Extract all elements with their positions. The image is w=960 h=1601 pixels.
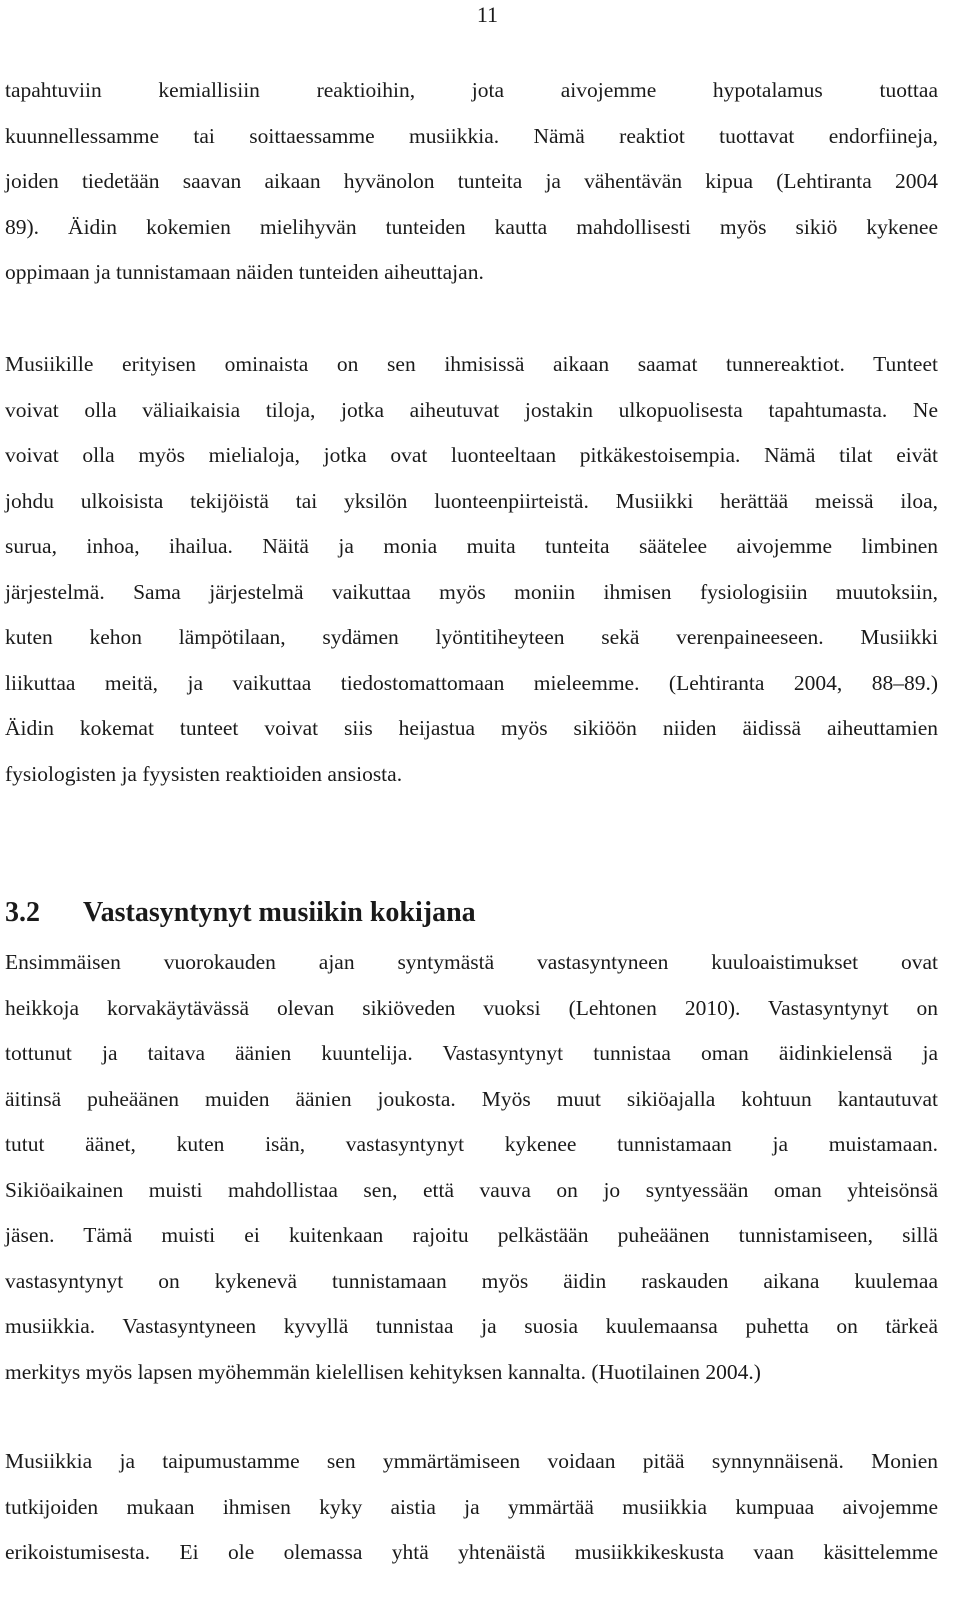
text-line: joiden tiedetään saavan aikaan hyvänolon tunteita ja vähentävän kipua (Lehtiranta 2004: [5, 169, 938, 193]
section-number: 3.2: [5, 897, 40, 928]
text-line: oppimaan ja tunnistamaan näiden tunteiden aiheuttajan.: [5, 260, 484, 284]
text-line: 89). Äidin kokemien mielihyvän tunteiden kautta mahdollisesti myös sikiö kykenee: [5, 214, 938, 239]
text-line: erikoistumisesta. Ei ole olemassa yhtä yhtenäistä musiikkikeskusta vaan käsittelemme: [5, 1540, 938, 1564]
text-line: Sikiöaikainen muisti mahdollistaa sen, että vauva on jo syntyessään oman yhteisönsä: [5, 1177, 938, 1202]
text-line: kuunnellessamme tai soittaessamme musiikkia. Nämä reaktiot tuottavat endorfiineja,: [5, 123, 938, 148]
text-line: kuten kehon lämpötilaan, sydämen lyöntitiheyteen sekä verenpaineeseen. Musiikki: [5, 625, 938, 649]
paragraph-1: [5, 68, 938, 296]
paragraph-4: [5, 1439, 938, 1576]
text-line: tapahtuviin kemiallisiin reaktioihin, jota aivojemme hypotalamus tuottaa: [5, 78, 938, 102]
text-line: jäsen. Tämä muisti ei kuitenkaan rajoitu pelkästään puheäänen tunnistamiseen, sillä: [5, 1223, 938, 1247]
text-line: Äidin kokemat tunteet voivat siis heijastua myös sikiöön niiden äidissä aiheuttamien: [5, 716, 938, 740]
text-line: heikkoja korvakäytävässä olevan sikiöveden vuoksi (Lehtonen 2010). Vastasyntynyt on: [5, 995, 938, 1020]
text-line: musiikkia. Vastasyntyneen kyvyllä tunnistaa ja suosia kuulemaansa puhetta on tärkeä: [5, 1314, 938, 1338]
text-line: tottunut ja taitava äänien kuuntelija. Vastasyntynyt tunnistaa oman äidinkielensä ja: [5, 1041, 938, 1065]
text-line: vastasyntynyt on kykenevä tunnistamaan myös äidin raskauden aikana kuulemaa: [5, 1268, 938, 1293]
text-line: Musiikkia ja taipumustamme sen ymmärtämiseen voidaan pitää synnynnäisenä. Monien: [5, 1449, 938, 1473]
section-title: Vastasyntynyt musiikin kokijana: [83, 897, 476, 928]
text-line: liikuttaa meitä, ja vaikuttaa tiedostomattomaan mieleemme. (Lehtiranta 2004, 88–89.): [5, 670, 938, 695]
page-number: 11: [476, 2, 498, 27]
text-line: Ensimmäisen vuorokauden ajan syntymästä vastasyntyneen kuuloaistimukset ovat: [5, 950, 938, 974]
text-line: voivat olla väliaikaisia tiloja, jotka aiheutuvat jostakin ulkopuolisesta tapahtumasta. Ne: [5, 397, 938, 422]
text-line: merkitys myös lapsen myöhemmän kielellisen kehityksen kannalta. (Huotilainen 2004.): [5, 1359, 761, 1384]
section-heading: [5, 893, 476, 933]
text-line: äitinsä puheäänen muiden äänien joukosta. Myös muut sikiöajalla kohtuun kantautuvat: [5, 1086, 938, 1111]
paragraph-3: [5, 940, 938, 1395]
text-line: tutkijoiden mukaan ihmisen kyky aistia ja ymmärtää musiikkia kumpuaa aivojemme: [5, 1494, 938, 1519]
text-line: voivat olla myös mielialoja, jotka ovat luonteeltaan pitkäkestoisempia. Nämä tilat eivät: [5, 443, 938, 467]
text-line: tutut äänet, kuten isän, vastasyntynyt kykenee tunnistamaan ja muistamaan.: [5, 1132, 938, 1156]
text-line: surua, inhoa, ihailua. Näitä ja monia muita tunteita säätelee aivojemme limbinen: [5, 534, 938, 558]
text-line: järjestelmä. Sama järjestelmä vaikuttaa myös moniin ihmisen fysiologisiin muutoksiin,: [5, 579, 938, 604]
paragraph-2: [5, 342, 938, 797]
text-line: fysiologisten ja fyysisten reaktioiden ansiosta.: [5, 761, 403, 786]
text-line: johdu ulkoisista tekijöistä tai yksilön luonteenpiirteistä. Musiikki herättää meissä iloa,: [5, 488, 938, 513]
text-line: Musiikille erityisen ominaista on sen ihmisissä aikaan saamat tunnereaktiot. Tunteet: [5, 352, 938, 376]
